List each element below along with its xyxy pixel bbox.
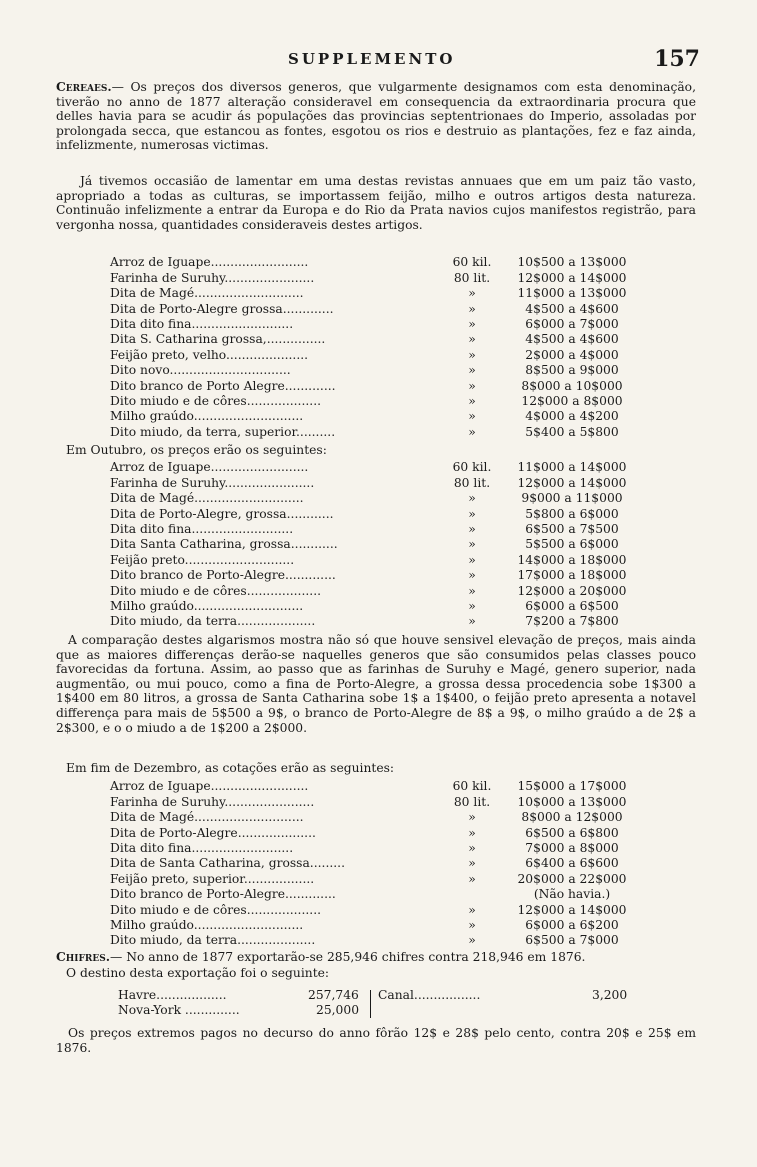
price-row [110, 917, 632, 932]
price-range: 9$000 a 11$000 [521, 491, 623, 506]
item-name: Feijão preto, superior.................. [110, 871, 315, 886]
price-row [110, 840, 632, 855]
price-row [110, 809, 632, 824]
item-name: Dita de Magé............................ [110, 810, 304, 825]
price-range: 8$000 a 10$000 [521, 378, 623, 393]
price-range: 6$000 a 6$200 [525, 917, 619, 932]
item-unit: » [468, 537, 476, 552]
price-range: 4$500 a 4$600 [525, 301, 619, 316]
paragraph-imports: Já tivemos occasião de lamentar em uma destas revistas annuaes que em um paiz tão vasto, apropriado a todas as culturas, se importassem feijão, milho e outros artigos desta natureza. Continuão infelizmente a entrar da Europa e do Rio da Prata navios cujos manifestos registrão, para vergonha nossa, quantidades consideraveis destes artigos. [56, 174, 696, 232]
cereaes-paragraph [56, 80, 696, 153]
price-range: 12$000 a 14$000 [517, 270, 627, 285]
price-row [110, 377, 632, 392]
price-row [110, 870, 632, 885]
item-unit: » [468, 363, 476, 378]
price-row [110, 793, 632, 808]
price-range: 12$000 a 8$000 [521, 393, 623, 408]
price-row [110, 613, 632, 628]
price-range: 12$000 a 20$000 [517, 583, 627, 598]
price-row [110, 855, 632, 870]
price-range: 5$500 a 6$000 [525, 537, 619, 552]
price-range: 6$500 a 6$800 [525, 825, 619, 840]
price-range: 12$000 a 14$000 [517, 902, 627, 917]
item-name: Dita dito fina.......................... [110, 316, 294, 331]
item-unit: » [468, 568, 476, 583]
price-row [110, 901, 632, 916]
price-row [110, 886, 632, 901]
comparison-paragraph: A comparação destes algarismos mostra não só que houve sensivel elevação de preços, mais ainda que as maiores differenças derão-se naquelles generos que são consumidos pelas classes pouco favorecidas da fortuna. Assim, ao passo que as farinhas de Suruhy e Magé, genero superior, nada augmentão, ou mui pouco, como a fina de Porto-Alegre, a grossa dessa procedencia sobe 1$300 a 1$400 em 80 litros, a grossa de Santa Catharina sobe 1$ a 1$400, o feijão preto apresenta a notavel differença para mais de 5$500 a 9$, o branco de Porto-Alegre de 8$ a 9$, o milho graúdo a de 2$ a 2$300, e o o miudo a de 1$200 a 2$000. [56, 633, 696, 735]
price-row [110, 598, 632, 613]
item-unit: » [468, 301, 476, 316]
price-range: (Não havia.) [533, 887, 611, 902]
item-unit: » [468, 409, 476, 424]
price-row [110, 582, 632, 597]
cereaes-text: — Os preços dos diversos generos, que vulgarmente designamos com esta denominação, tiverão no anno de 1877 alteração consideravel em consequencia da extraordinaria procura que delles havia para se acudir ás populações das provincias septentrionaes do Imperio, assoladas por prolongada secca, que estancou as fontes, esgotou os rios e destruio as plantações, fez e faz ainda, infelizmente, numerosas victimas. [56, 80, 696, 153]
chifres-label: Chifres. [56, 949, 111, 964]
item-name: Dito branco de Porto Alegre............. [110, 378, 336, 393]
price-row [110, 300, 632, 315]
item-unit: » [468, 286, 476, 301]
item-name: Feijão preto............................ [110, 552, 295, 567]
page-title: SUPPLEMENTO [288, 50, 456, 68]
price-row [110, 362, 632, 377]
item-name: Dito miudo e de côres................... [110, 393, 322, 408]
item-unit: » [468, 583, 476, 598]
item-unit: 60 kil. [452, 460, 492, 475]
item-unit: » [468, 825, 476, 840]
price-table-december [110, 778, 632, 947]
price-range: 10$500 a 13$000 [517, 255, 627, 270]
cereaes-label: Cereaes. [56, 79, 112, 94]
price-range: 7$000 a 8$000 [525, 840, 619, 855]
item-unit: 80 lit. [453, 270, 491, 285]
item-unit: » [468, 506, 476, 521]
item-name: Dito miudo, da terra, superior.......... [110, 424, 336, 439]
item-unit: » [468, 598, 476, 613]
price-range: 2$000 a 4$000 [525, 347, 619, 362]
item-name: Dito miudo e de côres................... [110, 583, 322, 598]
price-range: 11$000 a 14$000 [517, 460, 627, 475]
item-unit: » [468, 871, 476, 886]
item-unit: » [468, 332, 476, 347]
page-number: 157 [654, 46, 700, 72]
price-row [110, 316, 632, 331]
item-unit: » [468, 424, 476, 439]
item-unit: » [468, 393, 476, 408]
export-table [118, 988, 638, 1020]
item-unit: » [468, 933, 476, 948]
chifres-destino: O destino desta exportação foi o seguinte: [66, 966, 330, 980]
item-name: Milho graúdo............................ [110, 917, 304, 932]
item-name: Dita dito fina.......................... [110, 521, 294, 536]
price-row [110, 505, 632, 520]
chifres-closing: Os preços extremos pagos no decurso do anno fôrão 12$ e 28$ pelo cento, contra 20$ e 25$ em 1876. [56, 1026, 696, 1055]
item-unit: » [468, 614, 476, 629]
item-name: Dita de Santa Catharina, grossa......... [110, 856, 345, 871]
item-unit: » [468, 856, 476, 871]
price-range: 4$500 a 4$600 [525, 332, 619, 347]
item-name: Arroz de Iguape......................... [110, 779, 309, 794]
chifres-paragraph [56, 950, 696, 965]
item-name: Milho graúdo............................ [110, 409, 304, 424]
price-range: 5$800 a 6$000 [525, 506, 619, 521]
price-row [110, 254, 632, 269]
havre-label: Havre.................. [118, 988, 227, 1002]
ny-value: 25,000 [316, 1003, 360, 1017]
price-row [110, 824, 632, 839]
item-name: Arroz de Iguape......................... [110, 255, 309, 270]
price-range: 11$000 a 13$000 [517, 286, 627, 301]
price-range: 8$000 a 12$000 [521, 810, 623, 825]
item-name: Dita de Porto-Alegre, grossa............ [110, 506, 334, 521]
item-name: Dito novo............................... [110, 363, 291, 378]
price-row [110, 932, 632, 947]
item-name: Dito miudo e de côres................... [110, 902, 322, 917]
price-row [110, 331, 632, 346]
item-unit [432, 886, 512, 901]
price-row [110, 459, 632, 474]
item-unit: » [468, 552, 476, 567]
item-name: Dito miudo, da terra.................... [110, 933, 316, 948]
price-range: 20$000 a 22$000 [517, 871, 627, 886]
item-name: Milho graúdo............................ [110, 598, 304, 613]
dezembro-intro: Em fim de Dezembro, as cotações erão as seguintes: [66, 761, 395, 775]
table-divider [370, 990, 371, 1018]
price-range: 6$500 a 7$500 [525, 521, 619, 536]
page-header [60, 46, 700, 74]
ny-label: Nova-York .............. [118, 1003, 240, 1017]
price-row [110, 285, 632, 300]
item-name: Dita de Magé............................ [110, 491, 304, 506]
item-name: Farinha de Suruhy....................... [110, 270, 315, 285]
item-name: Dito miudo, da terra.................... [110, 614, 316, 629]
price-range: 6$500 a 7$000 [525, 933, 619, 948]
chifres-text: — No anno de 1877 exportarão-se 285,946 chifres contra 218,946 em 1876. [110, 950, 586, 964]
item-unit: » [468, 917, 476, 932]
item-name: Dita de Porto-Alegre.................... [110, 825, 316, 840]
item-name: Arroz de Iguape......................... [110, 460, 309, 475]
price-range: 6$000 a 6$500 [525, 598, 619, 613]
price-table-october [110, 459, 632, 628]
item-unit: » [468, 521, 476, 536]
item-name: Dita dito fina.......................... [110, 840, 294, 855]
item-unit: 80 lit. [453, 475, 491, 490]
canal-value: 3,200 [592, 988, 628, 1002]
price-range: 5$400 a 5$800 [525, 424, 619, 439]
price-range: 6$000 a 7$000 [525, 316, 619, 331]
price-range: 4$000 a 4$200 [525, 409, 619, 424]
price-range: 14$000 a 18$000 [517, 552, 627, 567]
item-unit: 60 kil. [452, 255, 492, 270]
price-row [110, 567, 632, 582]
item-name: Dito branco de Porto-Alegre............. [110, 887, 336, 902]
price-range: 8$500 a 9$000 [525, 363, 619, 378]
item-unit: » [468, 902, 476, 917]
item-unit: » [468, 347, 476, 362]
price-row [110, 551, 632, 566]
item-name: Farinha de Suruhy....................... [110, 475, 315, 490]
price-row [110, 423, 632, 438]
item-unit: 60 kil. [452, 779, 492, 794]
canal-label: Canal................. [378, 988, 481, 1002]
item-name: Farinha de Suruhy....................... [110, 794, 315, 809]
item-name: Dita de Porto-Alegre grossa............. [110, 301, 334, 316]
price-row [110, 490, 632, 505]
price-row [110, 536, 632, 551]
price-row [110, 778, 632, 793]
item-name: Feijão preto, velho..................... [110, 347, 309, 362]
item-unit: 80 lit. [453, 794, 491, 809]
item-unit: » [468, 316, 476, 331]
item-name: Dita de Magé............................ [110, 286, 304, 301]
price-range: 15$000 a 17$000 [517, 779, 627, 794]
item-unit: » [468, 810, 476, 825]
price-range: 6$400 a 6$600 [525, 856, 619, 871]
price-row [110, 269, 632, 284]
price-row [110, 474, 632, 489]
price-table-initial [110, 254, 632, 439]
price-row [110, 393, 632, 408]
price-range: 17$000 a 18$000 [517, 568, 627, 583]
price-row [110, 521, 632, 536]
price-range: 7$200 a 7$800 [525, 614, 619, 629]
price-range: 10$000 a 13$000 [517, 794, 627, 809]
price-row [110, 408, 632, 423]
item-unit: » [468, 491, 476, 506]
price-range: 12$000 a 14$000 [517, 475, 627, 490]
price-row [110, 346, 632, 361]
havre-value: 257,746 [308, 988, 359, 1002]
item-name: Dita Santa Catharina, grossa............ [110, 537, 338, 552]
item-unit: » [468, 378, 476, 393]
item-name: Dito branco de Porto-Alegre............. [110, 568, 336, 583]
item-name: Dita S. Catharina grossa,............... [110, 332, 326, 347]
outubro-intro: Em Outubro, os preços erão os seguintes: [66, 443, 327, 457]
item-unit: » [468, 840, 476, 855]
